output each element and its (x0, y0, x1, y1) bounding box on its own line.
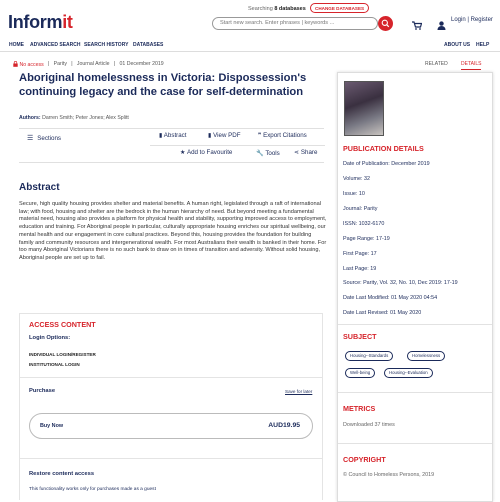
authors-line: Authors: Darren Smith; Peter Jones; Alex Splitt (19, 115, 129, 121)
detail-row: First Page: 17 (343, 251, 377, 257)
subject-tag[interactable]: Well-being (345, 368, 375, 378)
add-favourite-button[interactable]: ★ Add to Favourite (180, 149, 233, 156)
menu-icon: ☰ (27, 135, 34, 142)
subject-tag[interactable]: Homelessness (407, 351, 445, 361)
export-citations-button[interactable]: ❞ Export Citations (258, 132, 307, 139)
cart-icon[interactable] (412, 17, 422, 35)
nav-home[interactable]: HOME (9, 42, 24, 48)
divider (19, 458, 323, 459)
nav-databases[interactable]: DATABASES (133, 42, 164, 48)
nav-about-us[interactable]: ABOUT US (444, 42, 471, 48)
detail-row: Journal: Parity (343, 206, 378, 212)
login-options-label: Login Options: (29, 335, 71, 341)
institutional-login-link[interactable]: INSTITUTIONAL LOGIN (29, 362, 80, 367)
save-for-later-link[interactable]: Save for later (285, 389, 313, 394)
search-input[interactable]: Start new search. Enter phrases | keywords ... (212, 17, 378, 30)
buy-now-label: Buy Now (40, 423, 64, 429)
details-sidebar (337, 72, 493, 502)
detail-row: Page Range: 17-19 (343, 236, 390, 242)
document-icon: ▮ (159, 132, 163, 139)
publication-details-heading: PUBLICATION DETAILS (343, 144, 424, 153)
individual-login-link[interactable]: INDIVIDUAL LOGIN/REGISTER (29, 352, 96, 357)
subject-heading: SUBJECT (343, 332, 377, 341)
share-icon: ⋖ (294, 149, 300, 156)
nav-advanced-search[interactable]: ADVANCED SEARCH (30, 42, 81, 48)
top-bar (0, 0, 500, 38)
price: AUD19.95 (268, 422, 300, 429)
detail-row: Date Last Modified: 01 May 2020 04:54 (343, 295, 438, 301)
change-databases-button[interactable]: CHANGE DATABASES (310, 3, 369, 13)
purchase-label: Purchase (29, 388, 56, 394)
wrench-icon: 🔧 (256, 150, 264, 157)
searching-databases-text: Searching 8 databases (248, 6, 306, 12)
subject-tag[interactable]: Housing--Evaluation (384, 368, 433, 378)
abstract-text: Secure, high quality housing provides shelter and material benefits. A human right, legislated through a raft of international law; with food, housing and shelter are the bedrock in the human hierarchy of need. But beyond meeting a fundamental material need, housing also provides a platform for physical health and stability, supporting improved access to employment, education and training. For Aboriginal people in particular, culturally appropriate housing enriches our spiritual wellbeing, our mental health and our engagement in core cultural practices. Beyond this, housing provides the foundation for building family and community resources and intergenerational wealth. For most Australians their wealth is banked in their home. For too many Aboriginal Victorians there is no such bank to draw on in times of transition and adversity. Without solid housing, Aboriginal people are set up to fail. (19, 201, 327, 261)
abstract-heading: Abstract (19, 182, 60, 193)
toolbar-divider (19, 162, 324, 163)
search-icon (378, 16, 393, 31)
no-access-badge: No access (13, 61, 44, 68)
detail-row: Date of Publication: December 2019 (343, 161, 430, 167)
divider (338, 392, 492, 393)
login-register-link[interactable]: Login | Register (451, 17, 493, 23)
detail-row: Issue: 10 (343, 191, 365, 197)
toolbar-divider (19, 128, 324, 129)
detail-row: Last Page: 19 (343, 266, 377, 272)
access-content-heading: ACCESS CONTENT (29, 320, 96, 329)
divider (19, 377, 323, 378)
quote-icon: ❞ (258, 132, 262, 139)
restore-access-heading: Restore content access (29, 471, 95, 477)
abstract-button[interactable]: ▮ Abstract (159, 132, 187, 139)
nav-search-history[interactable]: SEARCH HISTORY (84, 42, 129, 48)
divider (338, 443, 492, 444)
nav-help[interactable]: HELP (476, 42, 490, 48)
divider (338, 324, 492, 325)
pdf-icon: ▮ (208, 132, 212, 139)
view-pdf-button[interactable]: ▮ View PDF (208, 132, 241, 139)
detail-row: Volume: 32 (343, 176, 370, 182)
toolbar-divider (150, 145, 325, 146)
metrics-heading: METRICS (343, 404, 376, 413)
star-icon: ★ (180, 149, 186, 156)
user-icon[interactable] (437, 17, 446, 35)
search-button[interactable] (378, 16, 393, 31)
copyright-text: © Council to Homeless Persons, 2019 (343, 472, 435, 478)
journal-cover-image (344, 81, 384, 136)
restore-access-text: This functionality works only for purchases made as a guest (29, 487, 156, 492)
informit-logo[interactable]: Informit (8, 12, 73, 32)
tab-related[interactable]: RELATED (425, 61, 448, 67)
lock-icon (13, 61, 18, 67)
main-nav (0, 38, 500, 52)
sections-button[interactable]: ☰ Sections (27, 135, 62, 142)
subject-tag[interactable]: Housing--Standards (345, 351, 393, 361)
share-button[interactable]: ⋖ Share (294, 149, 318, 156)
detail-row: ISSN: 1032-6170 (343, 221, 385, 227)
breadcrumb: | Parity | Journal Article | 01 December 2019 (48, 61, 164, 67)
metrics-text: Downloaded 37 times (343, 422, 395, 428)
detail-row: Source: Parity, Vol. 32, No. 10, Dec 2019: 17-19 (343, 280, 458, 286)
tools-button[interactable]: 🔧 Tools (256, 150, 280, 157)
buy-now-button[interactable] (29, 413, 313, 439)
copyright-heading: COPYRIGHT (343, 455, 386, 464)
article-title: Aboriginal homelessness in Victoria: Dispossession's continuing legacy and the case for self-determination (19, 72, 307, 98)
detail-row: Date Last Revised: 01 May 2020 (343, 310, 422, 316)
tab-details[interactable]: DETAILS (461, 61, 481, 70)
